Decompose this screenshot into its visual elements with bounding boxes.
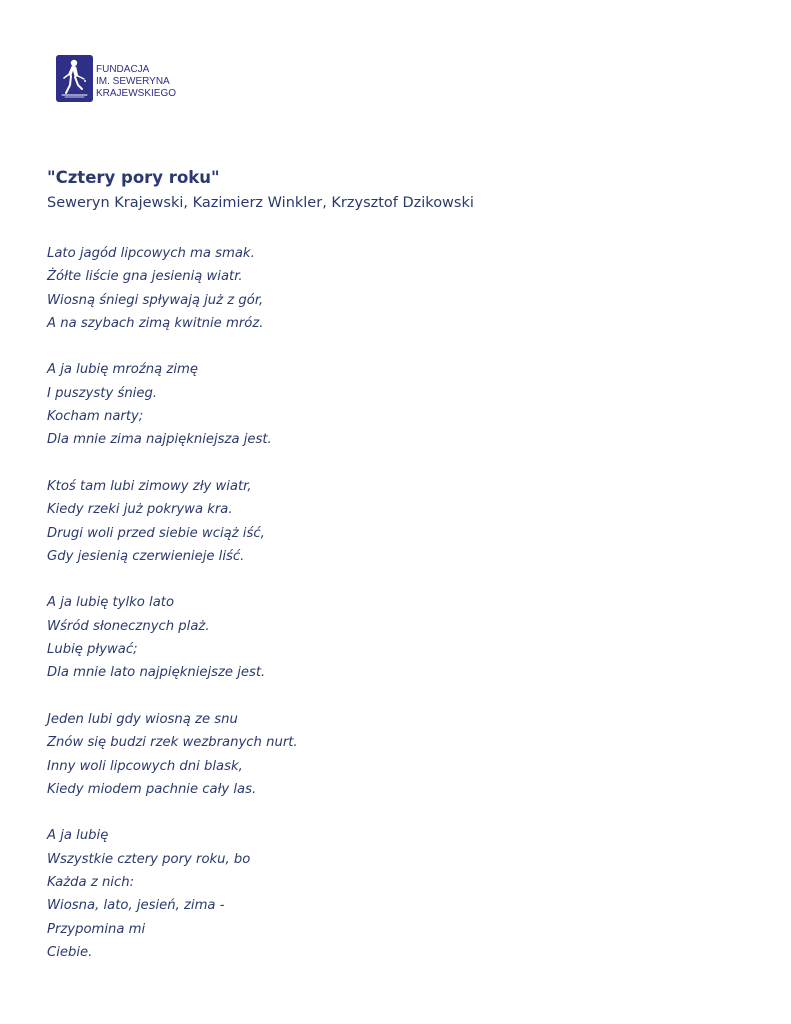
verse-line: Kiedy miodem pachnie cały las.	[47, 781, 257, 797]
verse-line: Wiosną śniegi spływają już z gór,	[47, 292, 264, 308]
verse-line: Drugi woli przed siebie wciąż iść,	[47, 525, 265, 541]
verse-line: Jeden lubi gdy wiosną ze snu	[47, 711, 238, 727]
stanza	[47, 591, 298, 684]
stanza	[47, 708, 298, 801]
verse-line: I puszysty śnieg.	[47, 385, 158, 401]
stanza	[47, 475, 298, 568]
verse-line: Każda z nich:	[47, 875, 135, 891]
verse-line: A ja lubię mroźną zimę	[47, 362, 198, 378]
verse-line: Lato jagód lipcowych ma smak.	[47, 246, 255, 261]
verse-line: Dla mnie lato najpiękniejsze jest.	[47, 665, 266, 681]
verse-line: Ciebie.	[47, 944, 93, 960]
verse-line: Kiedy rzeki już pokrywa kra.	[47, 502, 233, 518]
verse-line: Kocham narty;	[47, 409, 144, 425]
pianist-figure-logo-icon	[56, 55, 93, 102]
verse-line: Wśród słonecznych plaż.	[47, 618, 210, 634]
verse-line: A na szybach zimą kwitnie mróz.	[47, 315, 264, 331]
foundation-name-line: IM. SEWERYNA	[96, 76, 170, 87]
verse-line: A ja lubię tylko lato	[47, 595, 175, 611]
verse-line: Lubię pływać;	[47, 642, 138, 658]
song-title: "Cztery pory roku"	[47, 168, 220, 187]
verse-line: Wiosna, lato, jesień, zima -	[47, 898, 225, 914]
verse-line: Żółte liście gna jesienią wiatr.	[47, 269, 243, 285]
verse-line: Wszystkie cztery pory roku, bo	[47, 851, 251, 867]
foundation-name-line: KRAJEWSKIEGO	[96, 88, 177, 99]
lyrics	[47, 242, 298, 964]
foundation-logo	[56, 55, 176, 102]
verse-line: Inny woli lipcowych dni blask,	[47, 758, 243, 774]
foundation-name	[96, 64, 176, 100]
verse-line: A ja lubię	[47, 828, 109, 844]
verse-line: Dla mnie zima najpiękniejsza jest.	[47, 432, 272, 448]
verse-line: Gdy jesienią czerwienieje liść.	[47, 548, 245, 564]
foundation-name-line: FUNDACJA	[96, 64, 150, 75]
verse-line: Przypomina mi	[47, 921, 146, 937]
stanza	[47, 824, 298, 964]
song-authors: Seweryn Krajewski, Kazimierz Winkler, Krzysztof Dzikowski	[47, 195, 474, 211]
verse-line: Ktoś tam lubi zimowy zły wiatr,	[47, 478, 252, 494]
stanza	[47, 242, 298, 335]
stanza	[47, 358, 298, 451]
verse-line: Znów się budzi rzek wezbranych nurt.	[47, 735, 298, 751]
